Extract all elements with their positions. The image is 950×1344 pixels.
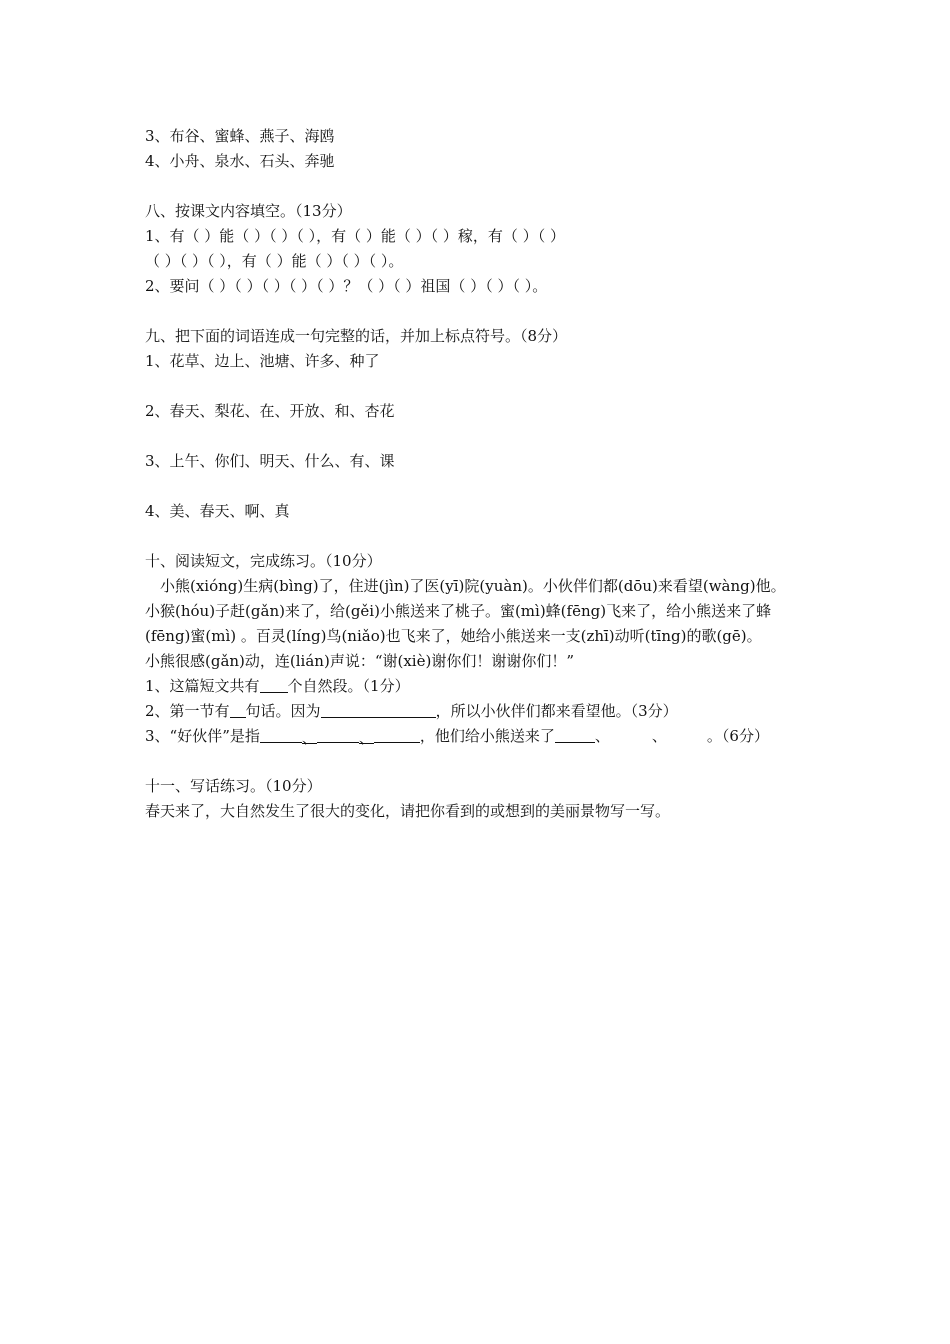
separator: 、	[651, 727, 667, 745]
section10-heading: 十、阅读短文，完成练习。（10分）	[145, 552, 382, 570]
section8-item1-line1: 1、有（ ）能（ ）（ ）（ ），有（ ）能（ ）（ ）稼，有（ ）（ ）	[145, 227, 565, 245]
passage-line-4: 小熊很感(gǎn)动，连(lián)声说：“谢(xiè)谢你们！谢谢你们！”	[145, 652, 574, 670]
section9-item4: 4、美、春天、啊、真	[145, 502, 290, 520]
question-1	[145, 674, 825, 699]
separator: 、	[594, 727, 610, 745]
answer-space[interactable]	[145, 424, 825, 449]
section9-item3: 3、上午、你们、明天、什么、有、课	[145, 452, 395, 470]
section8-heading: 八、按课文内容填空。（13分）	[145, 202, 352, 220]
friend-blank-1[interactable]	[260, 725, 302, 743]
question-1-prefix: 1、这篇短文共有	[145, 677, 260, 695]
answer-space[interactable]	[145, 524, 825, 549]
worksheet-page	[145, 124, 825, 824]
paragraph-count-blank[interactable]	[260, 675, 288, 693]
spacer	[145, 174, 825, 199]
question-3-prefix: 3、“好伙伴”是指	[145, 727, 260, 745]
section9-item2: 2、春天、梨花、在、开放、和、杏花	[145, 402, 395, 420]
answer-space[interactable]	[145, 474, 825, 499]
question-2-suffix: ，所以小伙伴们都来看望他。（3分）	[435, 702, 678, 720]
section8-item2: 2、要问（ ）（ ）（ ）（ ）（ ）？（ ）（ ）祖国（ ）（ ）（ ）。	[145, 277, 548, 295]
section9-heading: 九、把下面的词语连成一句完整的话，并加上标点符号。（8分）	[145, 327, 568, 345]
reason-blank[interactable]	[321, 700, 436, 718]
section9-item1: 1、花草、边上、池塘、许多、种了	[145, 352, 380, 370]
passage-line-1: 小熊(xióng)生病(bìng)了，住进(jìn)了医(yī)院(yuàn)。小伙伴们都(dōu)来看望(wàng)他。	[160, 577, 786, 595]
separator: 、	[359, 726, 374, 744]
separator: 、	[302, 726, 317, 744]
question-2	[145, 699, 825, 724]
passage-line-3: (fēng)蜜(mì) 。百灵(líng)鸟(niǎo)也飞来了，她给小熊送来一支(zhī)动听(tīng)的歌(gē)。	[145, 627, 762, 645]
question-3-end: 。（6分）	[706, 727, 769, 745]
question-3	[145, 724, 825, 749]
answer-space[interactable]	[145, 374, 825, 399]
friend-blank-2[interactable]	[317, 725, 359, 743]
question-3-middle: ，他们给小熊送来了	[419, 727, 555, 745]
question-2-prefix: 2、第一节有	[145, 702, 230, 720]
section11-heading: 十一、写话练习。（10分）	[145, 777, 322, 795]
section7-item3: 3、布谷、蜜蜂、燕子、海鸥	[145, 127, 335, 145]
passage-line-2: 小猴(hóu)子赶(gǎn)来了，给(gěi)小熊送来了桃子。蜜(mì)蜂(fēng)飞来了，给小熊送来了蜂	[145, 602, 772, 620]
spacer	[145, 299, 825, 324]
question-1-suffix: 个自然段。（1分）	[287, 677, 410, 695]
spacer	[145, 749, 825, 774]
friend-blank-3[interactable]	[374, 725, 420, 743]
section7-item4: 4、小舟、泉水、石头、奔驰	[145, 152, 335, 170]
sentence-count-blank[interactable]	[230, 700, 246, 718]
gift-blank-1[interactable]	[555, 725, 595, 743]
section11-prompt: 春天来了，大自然发生了很大的变化，请把你看到的或想到的美丽景物写一写。	[145, 802, 671, 820]
section8-item1-line2: （ ）（ ）（ ），有（ ）能（ ）（ ）（ ）。	[145, 252, 404, 270]
question-2-middle: 句话。因为	[245, 702, 321, 720]
